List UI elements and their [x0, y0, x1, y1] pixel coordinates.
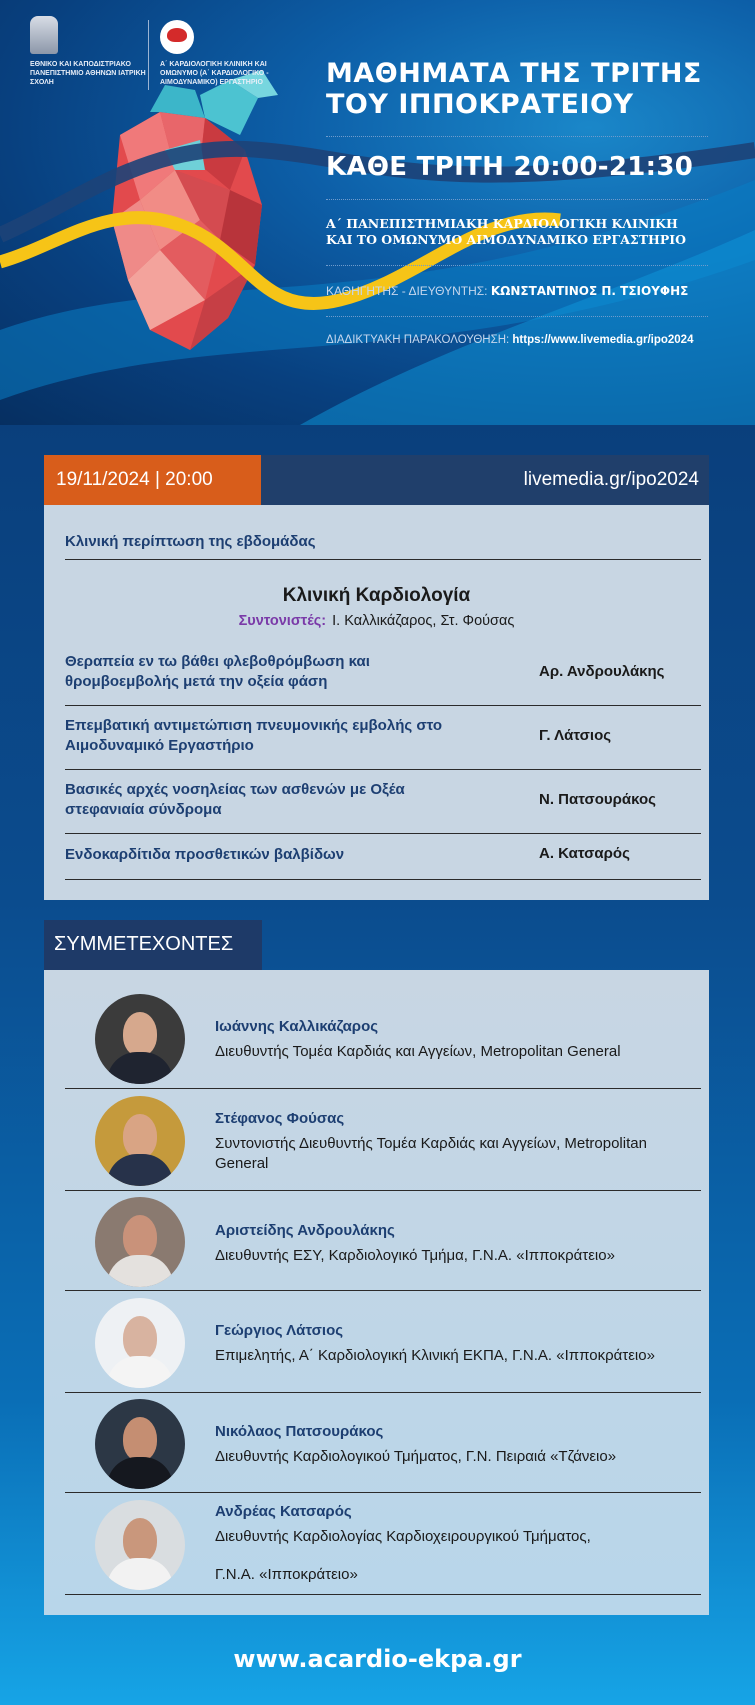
divider: [326, 316, 708, 317]
separator: [65, 1190, 701, 1191]
session-title: Κλινική Καρδιολογία: [282, 585, 471, 606]
site-link[interactable]: livemedia.gr/ipo2024: [523, 469, 699, 490]
separator: [65, 879, 701, 880]
separator: [65, 1290, 701, 1291]
participant-name: Ανδρέας Κατσαρός: [215, 1503, 352, 1520]
avatar: [95, 1298, 185, 1388]
hero-banner: [0, 0, 755, 425]
page-title: [326, 58, 726, 120]
talk-title: Επεμβατική αντιμετώπιση πνευμονικής εμβολής στο Αιμοδυναμικό Εργαστήριο: [65, 717, 443, 754]
participant-role: Διευθυντής ΕΣΥ, Καρδιολογικό Τμήμα, Γ.Ν.Α. «Ιπποκράτειο»: [215, 1247, 615, 1264]
talk-title: Ενδοκαρδίτιδα προσθετικών βαλβίδων: [65, 846, 345, 863]
director-line: ΚΑΘΗΓΗΤΗΣ - ΔΙΕΥΘΥΝΤΗΣ: ΚΩΝΣΤΑΝΤΙΝΟΣ Π. ΤΣΙΟΥΦΗΣ: [326, 284, 689, 298]
separator: [65, 559, 701, 560]
moderators-line: Συντονιστές: Ι. Καλλικάζαρος, Στ. Φούσας: [238, 613, 515, 629]
program-card: [44, 455, 709, 900]
avatar: [95, 994, 185, 1084]
case-of-week-title: Κλινική περίπτωση της εβδομάδας: [65, 533, 316, 550]
clinic-logo-text: Α΄ ΚΑΡΔΙΟΛΟΓΙΚΗ ΚΛΙΝΙΚΗ ΚΑΙ ΟΜΩΝΥΜΟ (Α΄ ΚΑΡΔΙΟΛΟΓΙΚΟ - ΑΙΜΟΔΥΝΑΜΙΚΟ) ΕΡΓΑΣΤΗΡΙΟ: [160, 61, 269, 86]
university-logo-text: ΕΘΝΙΚΟ ΚΑΙ ΚΑΠΟΔΙΣΤΡΙΑΚΟ ΠΑΝΕΠΙΣΤΗΜΙΟ ΑΘΗΝΩΝ ΙΑΤΡΙΚΗ ΣΧΟΛΗ: [30, 61, 146, 86]
title-line-2: ΤΟΥ ΙΠΠΟΚΡΑΤΕΙΟΥ: [326, 89, 634, 120]
clinic-logo: [160, 20, 300, 87]
talk-speaker: Ν. Πατσουράκος: [539, 791, 656, 808]
participant-role: Συντονιστής Διευθυντής Τομέα Καρδιάς και Αγγείων, Metropolitan General: [215, 1135, 647, 1172]
talk-title: Θεραπεία εν τω βάθει φλεβοθρόμβωση και θρομβοεμβολής μετά την οξεία φάση: [65, 653, 370, 690]
university-emblem-icon: [30, 16, 58, 54]
separator: [65, 705, 701, 706]
participant-name: Γεώργιος Λάτσιος: [215, 1322, 344, 1339]
participant-name: Ιωάννης Καλλικάζαρος: [215, 1018, 379, 1035]
talk-title: Βασικές αρχές νοσηλείας των ασθενών με Οξέα στεφανιαία σύνδρομα: [65, 781, 405, 818]
participant-role: Διευθυντής Τομέα Καρδιάς και Αγγείων, Metropolitan General: [215, 1043, 621, 1060]
avatar: [95, 1500, 185, 1590]
session-date: 19/11/2024 | 20:00: [44, 455, 261, 505]
logo-divider: [148, 20, 149, 90]
talk-speaker: Α. Κατσαρός: [539, 845, 630, 862]
footer-website-link[interactable]: www.acardio-ekpa.gr: [233, 1645, 522, 1673]
participant-role: Διευθυντής Καρδιολογικού Τμήματος, Γ.Ν. Πειραιά «Τζάνειο»: [215, 1448, 617, 1465]
separator: [65, 1594, 701, 1595]
heart-emblem-icon: [160, 20, 194, 54]
title-line-1: ΜΑΘΗΜΑΤΑ ΤΗΣ ΤΡΙΤΗΣ: [326, 58, 702, 89]
clinic-name: Α΄ ΠΑΝΕΠΙΣΤΗΜΙΑΚΗ ΚΑΡΔΙΟΛΟΓΙΚΗ ΚΛΙΝΙΚΗ ΚΑΙ ΤΟ ΟΜΩΝΥΜΟ ΑΙΜΟΔΥΝΑΜΙΚΟ ΕΡΓΑΣΤΗΡΙΟ: [326, 216, 686, 247]
participants-card: [44, 970, 709, 1615]
participant-role: Επιμελητής, Α΄ Καρδιολογική Κλινική ΕΚΠΑ, Γ.Ν.Α. «Ιπποκράτειο»: [215, 1347, 655, 1364]
online-line: ΔΙΑΔΙΚΤΥΑΚΗ ΠΑΡΑΚΟΛΟΥΘΗΣΗ: https://www.livemedia.gr/ipo2024: [326, 334, 694, 346]
participants-heading: ΣΥΜΜΕΤΕΧΟΝΤΕΣ: [44, 920, 262, 970]
schedule-text: ΚΑΘΕ ΤΡΙΤΗ 20:00-21:30: [326, 152, 694, 182]
avatar: [95, 1197, 185, 1287]
talk-speaker: Αρ. Ανδρουλάκης: [539, 663, 665, 680]
moderators-names: Ι. Καλλικάζαρος, Στ. Φούσας: [332, 613, 515, 629]
talk-speaker: Γ. Λάτσιος: [539, 727, 612, 744]
divider: [326, 136, 708, 137]
avatar: [95, 1399, 185, 1489]
divider: [326, 265, 708, 266]
avatar: [95, 1096, 185, 1186]
director-name: ΚΩΝΣΤΑΝΤΙΝΟΣ Π. ΤΣΙΟΥΦΗΣ: [490, 284, 689, 298]
online-url-link[interactable]: https://www.livemedia.gr/ipo2024: [512, 334, 694, 346]
participant-role: Διευθυντής Καρδιολογίας Καρδιοχειρουργικού Τμήματος, Γ.Ν.Α. «Ιπποκράτειο»: [215, 1528, 591, 1583]
participant-name: Νικόλαος Πατσουράκος: [215, 1423, 384, 1440]
separator: [65, 1492, 701, 1493]
separator: [65, 833, 701, 834]
participant-name: Στέφανος Φούσας: [215, 1110, 345, 1127]
university-logo: [30, 16, 150, 87]
participant-name: Αριστείδης Ανδρουλάκης: [215, 1222, 395, 1239]
separator: [65, 1392, 701, 1393]
divider: [326, 199, 708, 200]
separator: [65, 769, 701, 770]
separator: [65, 1088, 701, 1089]
program-header: [44, 455, 709, 505]
